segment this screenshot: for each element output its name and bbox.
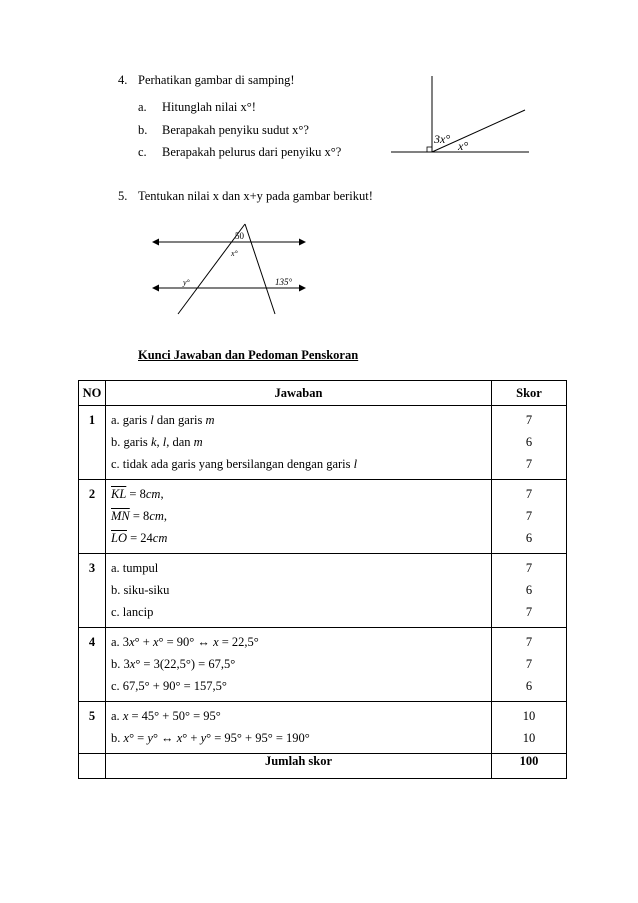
table-row <box>79 702 567 754</box>
score: 7 <box>525 561 533 575</box>
q4-item-c-label: c. <box>138 145 147 159</box>
row-answers <box>106 702 492 754</box>
answer-key-table <box>78 380 567 779</box>
total-row <box>79 754 567 779</box>
row-number: 4 <box>79 628 106 702</box>
q4-item-b-label: b. <box>138 123 148 137</box>
answer-line: b. garis k, l, dan m <box>111 435 203 449</box>
row-scores <box>492 554 567 628</box>
right-transversal <box>245 224 275 314</box>
answer-key-title: Kunci Jawaban dan Pedoman Penskoran <box>138 348 359 362</box>
total-label: Jumlah skor <box>106 754 492 779</box>
row-answers <box>106 554 492 628</box>
q4-angle-figure <box>385 70 535 160</box>
q4-item-a-text: Hitunglah nilai x°! <box>162 100 256 114</box>
score: 6 <box>525 679 533 693</box>
answer-line: c. 67,5° + 90° = 157,5° <box>111 679 227 693</box>
row-answers <box>106 406 492 480</box>
answer-line: b. x° = y° ↔ x° + y° = 95° + 95° = 190° <box>111 731 310 745</box>
score: 7 <box>525 635 533 649</box>
row-number: 3 <box>79 554 106 628</box>
label-y: y° <box>183 278 190 287</box>
row-answers <box>106 480 492 554</box>
header-answer: Jawaban <box>106 381 492 406</box>
answer-line: $\overline{MN} = 8cm$, <box>111 509 168 523</box>
table-row <box>79 480 567 554</box>
row-number: 2 <box>79 480 106 554</box>
answer-line: $\overline{KL} = 8cm$, <box>111 487 164 501</box>
q5-parallel-lines-figure <box>145 222 315 318</box>
row-scores <box>492 406 567 480</box>
answer-line: c. tidak ada garis yang bersilangan dengan garis l <box>111 457 358 471</box>
score: 7 <box>525 457 533 471</box>
q4-item-c-text: Berapakah pelurus dari penyiku x°? <box>162 145 342 159</box>
answer-line: b. siku-siku <box>111 583 170 597</box>
row-number: 5 <box>79 702 106 754</box>
score: 10 <box>522 731 536 745</box>
total-score: 100 <box>492 754 567 779</box>
answer-line: $\overline{LO} = 24cm$ <box>111 531 168 545</box>
row-scores <box>492 628 567 702</box>
score: 10 <box>522 709 536 723</box>
header-score: Skor <box>492 381 567 406</box>
answer-line: a. garis l dan garis m <box>111 413 215 427</box>
table-header-row <box>79 381 567 406</box>
q4-number: 4. <box>118 73 128 87</box>
table-row <box>79 628 567 702</box>
label-x: x° <box>458 139 469 153</box>
answer-line: b. 3x° = 3(22,5°) = 67,5° <box>111 657 236 671</box>
answer-line: a. tumpul <box>111 561 159 575</box>
row-answers <box>106 628 492 702</box>
label-135: 135° <box>275 277 293 287</box>
q5-text: Tentukan nilai x dan x+y pada gambar berikut! <box>138 189 373 203</box>
answer-line: a. 3x° + x° = 90° ↔ x = 22,5° <box>111 635 259 649</box>
score: 6 <box>525 583 533 597</box>
score: 7 <box>525 605 533 619</box>
table-row <box>79 406 567 480</box>
q4-item-b-text: Berapakah penyiku sudut x°? <box>162 123 309 137</box>
score: 7 <box>525 487 533 501</box>
table-row <box>79 554 567 628</box>
score: 7 <box>525 509 533 523</box>
answer-line: a. x = 45° + 50° = 95° <box>111 709 221 723</box>
answer-line: c. lancip <box>111 605 154 619</box>
score: 7 <box>525 657 533 671</box>
q4-text: Perhatikan gambar di samping! <box>138 73 295 87</box>
score: 6 <box>525 435 533 449</box>
q4-item-a-label: a. <box>138 100 147 114</box>
right-angle-marker <box>427 147 432 152</box>
row-scores <box>492 702 567 754</box>
score: 6 <box>525 531 533 545</box>
label-x: x° <box>231 249 238 258</box>
total-empty-cell <box>79 754 106 779</box>
label-3x: 3x° <box>434 132 451 146</box>
row-scores <box>492 480 567 554</box>
score: 7 <box>525 413 533 427</box>
q5-number: 5. <box>118 189 128 203</box>
row-number: 1 <box>79 406 106 480</box>
header-no: NO <box>79 381 106 406</box>
label-50: 50 <box>235 231 244 241</box>
